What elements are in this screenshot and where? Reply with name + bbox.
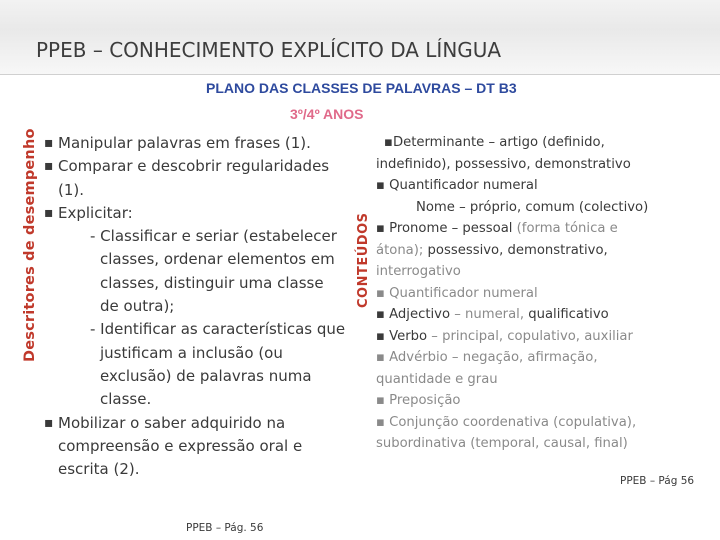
content-line-muted: interrogativo xyxy=(376,264,461,279)
descriptor-item: ▪ Manipular palavras em frases (1). xyxy=(44,132,364,155)
descriptor-item: ▪ Comparar e descobrir regularidades xyxy=(44,155,364,178)
slide-title: PPEB – CONHECIMENTO EXPLÍCITO DA LÍNGUA xyxy=(36,38,502,62)
descriptor-subitem-continuation: justificam a inclusão (ou xyxy=(100,343,283,362)
descriptor-subitem: - Identificar as características que xyxy=(90,320,346,339)
plan-title: PLANO DAS CLASSES DE PALAVRAS – DT B3 xyxy=(206,80,517,96)
contents-vertical-label: CONTEÚDOS xyxy=(356,212,371,308)
content-text-muted: – principal, copulativo, auxiliar xyxy=(431,328,633,344)
descriptor-item: ▪ Mobilizar o saber adquirido na xyxy=(44,412,364,435)
descriptor-item: ▪ Explicitar: xyxy=(44,202,364,225)
content-text: possessivo, demonstrativo, xyxy=(423,242,608,258)
descriptor-subitem-continuation: classes, distinguir uma classe xyxy=(100,273,324,292)
content-text-muted: (forma tónica e xyxy=(516,221,618,236)
descriptor-item-continuation: escrita (2). xyxy=(58,460,140,479)
content-line-muted: subordinativa (temporal, causal, final) xyxy=(376,436,628,451)
plan-subtitle: 3º/4º ANOS xyxy=(290,106,364,122)
content-line-muted: ▪ Quantificador numeral xyxy=(376,285,538,301)
descriptor-item-continuation: compreensão e expressão oral e xyxy=(58,436,303,455)
content-line-muted: ▪ Conjunção coordenativa (copulativa), xyxy=(376,414,637,430)
descriptor-subitem-continuation: classe. xyxy=(100,390,152,409)
content-line: Nome – próprio, comum (colectivo) xyxy=(416,199,649,215)
descriptor-subitem-continuation: de outra); xyxy=(100,297,175,316)
contents-page-reference: PPEB – Pág 56 xyxy=(620,475,695,487)
content-line: ▪Determinante – artigo (definido, xyxy=(384,135,605,150)
contents-list xyxy=(376,132,696,455)
descriptors-list xyxy=(44,132,364,481)
content-text-muted: átona); xyxy=(376,242,424,258)
descriptor-subitem-continuation: exclusão) de palavras numa xyxy=(100,366,312,385)
content-text: ▪ Verbo xyxy=(376,328,432,344)
descriptor-item-continuation: (1). xyxy=(58,180,85,199)
content-text: ▪ Pronome – pessoal xyxy=(376,221,517,236)
content-line xyxy=(376,218,696,240)
descriptor-subitem: - Classificar e seriar (estabelecer xyxy=(90,227,337,246)
content-line xyxy=(376,326,696,348)
content-text: qualificativo xyxy=(528,307,609,322)
descriptors-page-reference: PPEB – Pág. 56 xyxy=(186,522,264,534)
descriptor-subitem-continuation: classes, ordenar elementos em xyxy=(100,250,335,269)
content-line-muted: ▪ Preposição xyxy=(376,393,461,408)
content-line: ▪ Quantificador numeral xyxy=(376,178,538,193)
content-line-muted: ▪ Advérbio – negação, afirmação, xyxy=(376,350,598,365)
content-text: ▪ Adjectivo xyxy=(376,307,455,322)
descriptors-vertical-label: Descritores de desempenho xyxy=(22,128,38,362)
content-line xyxy=(376,304,696,326)
content-line-muted: quantidade e grau xyxy=(376,371,498,387)
content-line xyxy=(376,240,696,262)
content-line: indefinido), possessivo, demonstrativo xyxy=(376,156,631,172)
content-text-muted: – numeral, xyxy=(454,307,529,322)
